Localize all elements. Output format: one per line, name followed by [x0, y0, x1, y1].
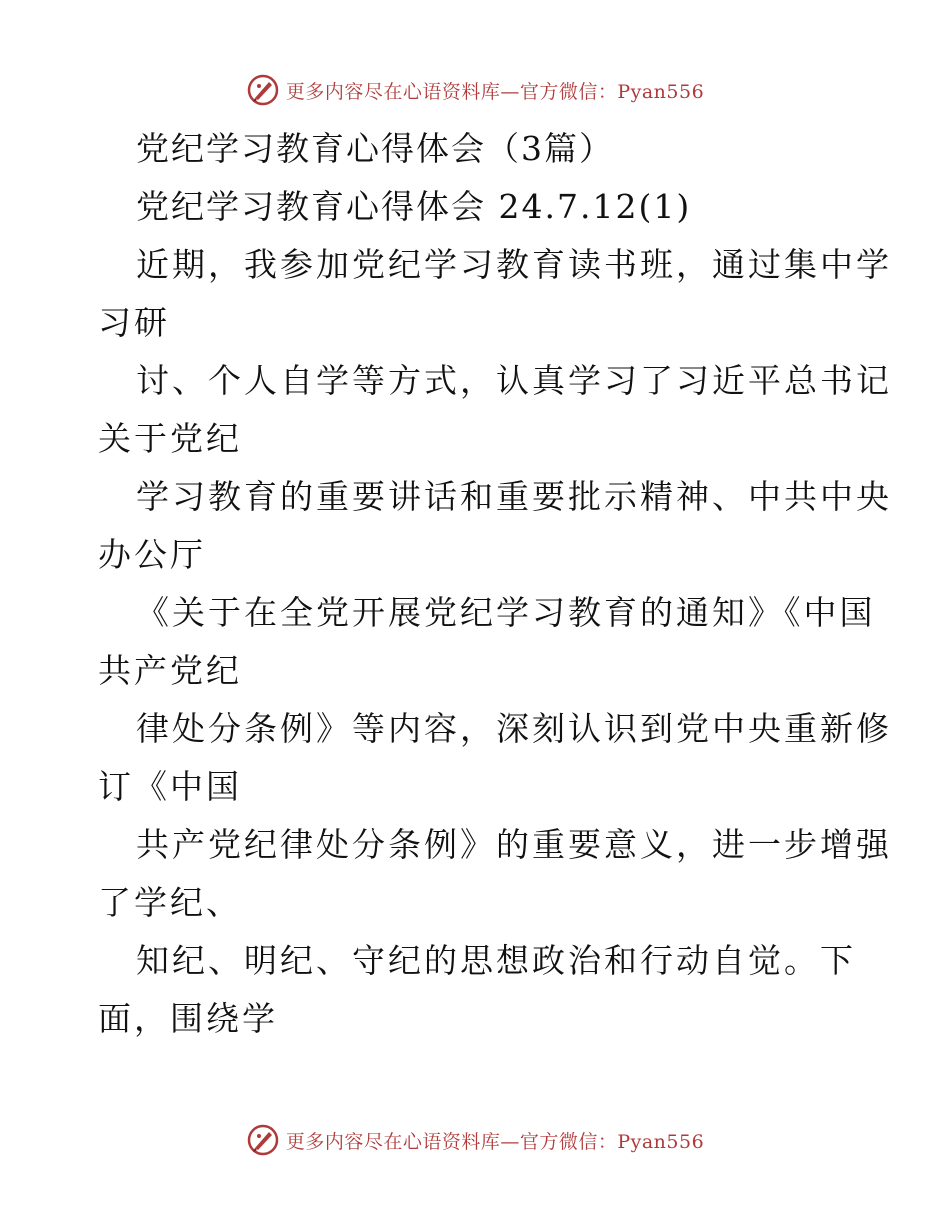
paragraph-line: 面，围绕学	[98, 999, 278, 1038]
quill-logo-icon	[246, 73, 280, 107]
paragraph-line: 办公厅	[98, 535, 206, 574]
document-subtitle: 党纪学习教育心得体会 24.7.12(1)	[136, 187, 692, 226]
paragraph-line: 知纪、明纪、守纪的思想政治和行动自觉。下	[136, 941, 856, 980]
paragraph-line: 了学纪、	[98, 883, 242, 922]
paragraph-line: 共产党纪	[98, 651, 242, 690]
paragraph-line: 律处分条例》等内容，深刻认识到党中央重新修	[136, 709, 892, 748]
paragraph-line: 习研	[98, 303, 170, 342]
paragraph-line: 关于党纪	[98, 419, 242, 458]
paragraph-line: 订《中国	[98, 767, 242, 806]
header-banner	[0, 70, 950, 110]
footer-banner-text: 更多内容尽在心语资料库—官方微信：Pyan556	[285, 1130, 705, 1153]
document-body	[98, 120, 892, 1048]
paragraph-line: 共产党纪律处分条例》的重要意义，进一步增强	[136, 825, 892, 864]
header-banner-text: 更多内容尽在心语资料库—官方微信：Pyan556	[285, 80, 705, 103]
paragraph-line: 学习教育的重要讲话和重要批示精神、中共中央	[136, 477, 892, 516]
paragraph-line: 近期，我参加党纪学习教育读书班，通过集中学	[136, 245, 892, 284]
quill-logo-icon	[246, 1123, 280, 1157]
paragraph-line: 讨、个人自学等方式，认真学习了习近平总书记	[136, 361, 892, 400]
footer-banner	[0, 1120, 950, 1160]
document-title: 党纪学习教育心得体会（3篇）	[136, 129, 614, 168]
paragraph-line: 《关于在全党开展党纪学习教育的通知》《中国	[136, 593, 876, 632]
